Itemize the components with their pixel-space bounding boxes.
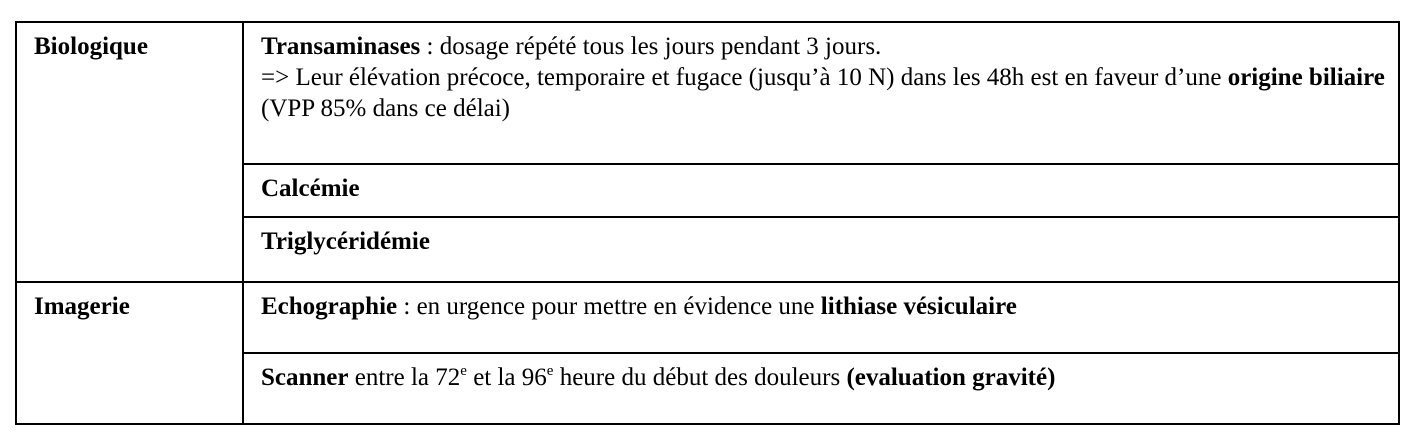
category-cell-biologique xyxy=(16,22,243,282)
term-scanner: Scanner xyxy=(261,364,349,391)
term-transaminases: Transaminases xyxy=(261,33,421,60)
echographie-text: : en urgence pour mettre en évidence une xyxy=(397,293,821,320)
superscript-e: e xyxy=(460,362,467,379)
cell-calcemie xyxy=(243,164,1399,217)
clinical-table xyxy=(15,21,1400,425)
cell-transaminases xyxy=(243,22,1399,164)
transaminases-text: : dosage répété tous les jours pendant 3 jours. xyxy=(420,33,882,60)
lithiase-vesiculaire: lithiase vésiculaire xyxy=(820,293,1017,320)
scanner-text-1: entre la 72 xyxy=(348,364,461,391)
term-echographie: Echographie xyxy=(261,293,398,320)
transaminases-vpp: (VPP 85% dans ce délai) xyxy=(261,95,511,122)
cell-triglyceridemie xyxy=(243,217,1399,282)
category-label: Biologique xyxy=(34,33,148,60)
scanner-text-3: heure du début des douleurs xyxy=(553,364,847,391)
table-row xyxy=(16,282,1399,353)
origine-biliaire: origine biliaire xyxy=(1227,64,1385,91)
table-row xyxy=(16,22,1399,164)
superscript-e: e xyxy=(546,362,554,379)
evaluation-gravite: (evaluation gravité) xyxy=(846,364,1056,391)
term-triglyceridemie: Triglycéridémie xyxy=(261,228,430,255)
scanner-text-2: et la 96 xyxy=(466,364,547,391)
cell-echographie xyxy=(243,282,1399,353)
category-label: Imagerie xyxy=(34,293,130,320)
transaminases-detail: => Leur élévation précoce, temporaire et fugace (jusqu’à 10 N) dans les 48h est en faveur d’une xyxy=(261,64,1228,91)
cell-scanner xyxy=(243,353,1399,424)
category-cell-imagerie xyxy=(16,282,243,424)
term-calcemie: Calcémie xyxy=(261,175,360,202)
